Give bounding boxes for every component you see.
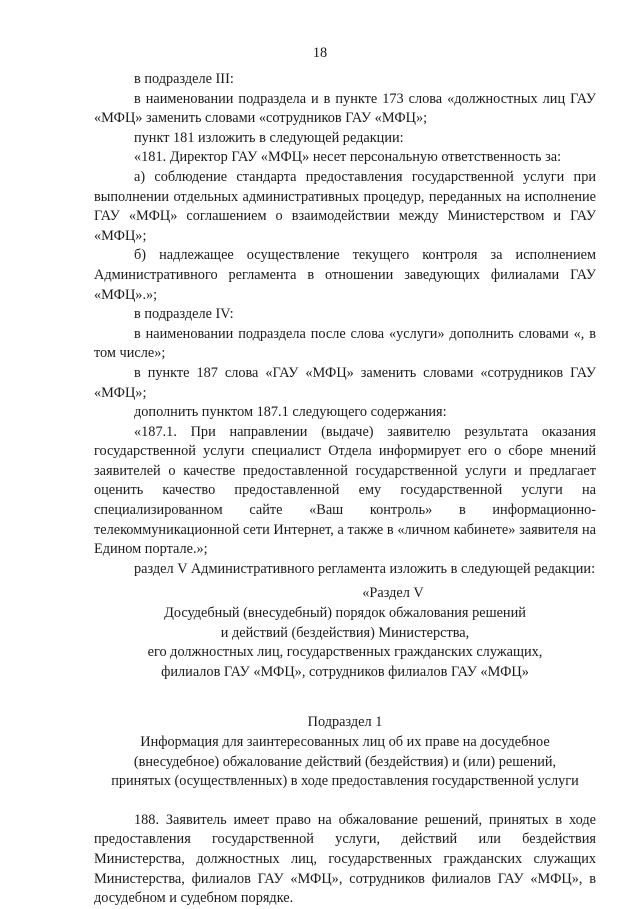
section-title-line: филиалов ГАУ «МФЦ», сотрудников филиалов ГАУ «МФЦ»: [161, 663, 529, 680]
section-title-line: его должностных лиц, государственных гражданских служащих,: [147, 644, 543, 661]
paragraph: в пункте 187 слова «ГАУ «МФЦ» заменить словами «сотрудников ГАУ «МФЦ»;: [94, 364, 596, 401]
section-heading-block: [94, 584, 596, 682]
paragraph: а) соблюдение стандарта предоставления государственной услуги при выполнении отдельных административных процедур, переданных на исполнение ГАУ «МФЦ» соглашением о взаимодействии между Министерством и ГАУ «МФЦ»;: [94, 168, 596, 244]
paragraph: раздел V Административного регламента изложить в следующей редакции:: [134, 560, 596, 577]
paragraph: в подразделе III:: [134, 71, 234, 87]
subsection-title-line: Информация для заинтересованных лиц об их праве на досудебное: [140, 734, 550, 750]
paragraph: б) надлежащее осуществление текущего контроля за исполнением Административного регламента в отношении заведующих филиалами ГАУ «МФЦ».»;: [94, 247, 596, 303]
paragraph-188-block: [94, 811, 596, 909]
subsection-title-line: принятых (осуществленных) в ходе предоставления государственной услуги: [111, 773, 579, 790]
subsection-heading-block: [94, 713, 596, 791]
paragraph: в подразделе IV:: [134, 306, 234, 323]
paragraph: в наименовании подраздела после слова «услуги» дополнить словами «, в том числе»;: [94, 325, 596, 362]
paragraph: пункт 181 изложить в следующей редакции:: [134, 129, 404, 146]
subsection-heading: Подраздел 1: [307, 714, 383, 731]
paragraph: «181. Директор ГАУ «МФЦ» несет персональную ответственность за:: [134, 149, 562, 166]
paragraph: 188. Заявитель имеет право на обжалование решений, принятых в ходе предоставления государственной услуги, действий или бездействия Министерства, должностных лиц, государственных гражданских служащих Министерства, филиалов ГАУ «МФЦ», сотрудников филиалов ГАУ «МФЦ», в досудебном и судебном порядке.: [94, 811, 596, 907]
paragraph: дополнить пунктом 187.1 следующего содержания:: [134, 404, 447, 421]
section-title-line: и действий (бездействия) Министерства,: [220, 624, 470, 641]
section-title-line: Досудебный (внесудебный) порядок обжалования решений: [164, 605, 526, 622]
paragraph: «187.1. При направлении (выдаче) заявителю результата оказания государственной услуги специалист Отдела информирует его о сборе мнений заявителей о качестве предоставленной государственной услуги и предлагает оценить качество предоставленной ему государственной услуги на специализированном сайте «Ваш контроль» в информационно-телекоммуникационной сети Интернет, а также в «личном кабинете» заявителя на Едином портале.»;: [94, 423, 596, 558]
document-body: [94, 70, 596, 909]
page-number: 18: [312, 45, 328, 61]
section-heading: «Раздел V: [362, 585, 424, 602]
paragraph: в наименовании подраздела и в пункте 173 слова «должностных лиц ГАУ «МФЦ» заменить словами «сотрудников ГАУ «МФЦ»;: [94, 90, 596, 127]
subsection-title-line: (внесудебное) обжалование действий (бездействия) и (или) решений,: [133, 753, 557, 770]
